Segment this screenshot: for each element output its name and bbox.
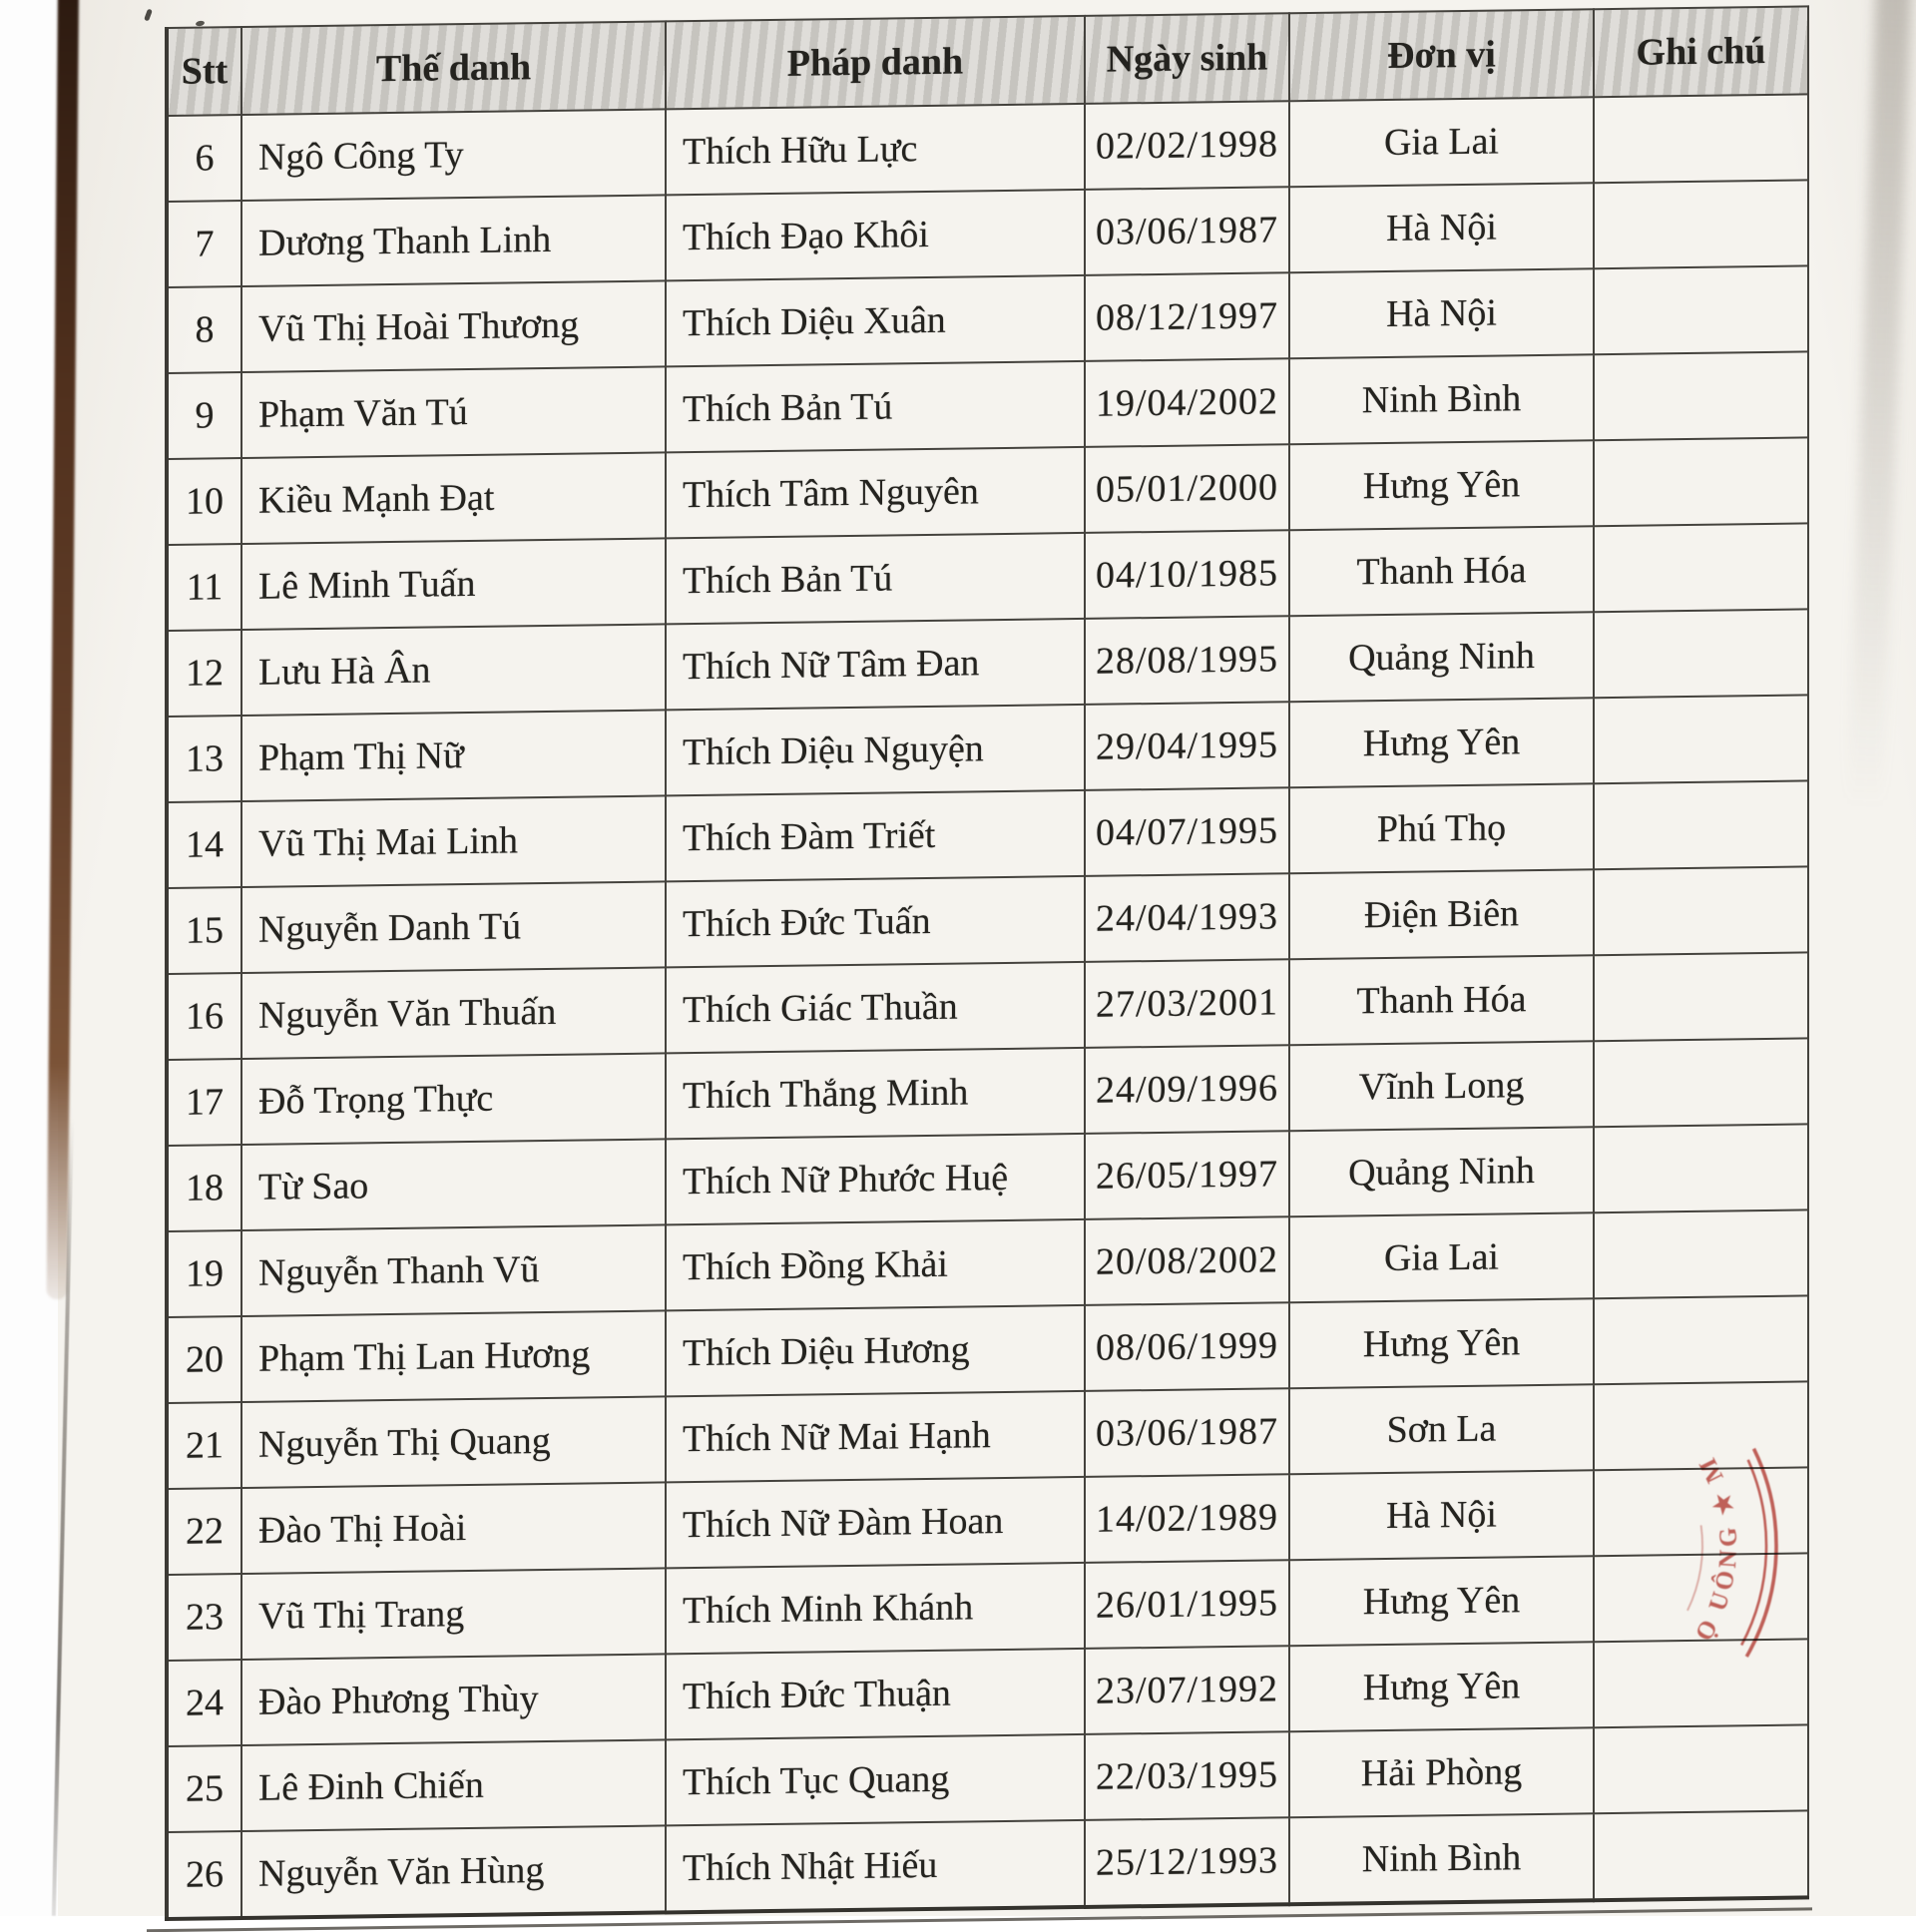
column-header-phap-danh: Pháp danh [666, 16, 1085, 109]
cell-phap-danh: Thích Tục Quang [666, 1734, 1085, 1825]
cell-the-danh: Ngô Công Ty [241, 109, 666, 201]
cell-the-danh: Kiều Mạnh Đạt [241, 452, 666, 544]
cell-ngay-sinh: 26/01/1995 [1085, 1560, 1289, 1649]
cell-phap-danh: Thích Nữ Phước Huệ [666, 1134, 1085, 1224]
cell-phap-danh: Thích Đức Tuấn [666, 876, 1085, 967]
roster-table [165, 5, 1809, 1921]
cell-stt: 12 [167, 630, 241, 717]
column-header-stt: Stt [167, 27, 241, 116]
cell-ghi-chu [1594, 180, 1808, 268]
cell-don-vi: Gia Lai [1289, 97, 1594, 187]
cell-ghi-chu [1594, 1124, 1808, 1212]
cell-the-danh: Nguyễn Thị Quang [241, 1396, 666, 1488]
cell-phap-danh: Thích Bản Tú [666, 533, 1085, 624]
column-header-don-vi: Đơn vị [1289, 9, 1594, 101]
cell-stt: 16 [167, 973, 241, 1060]
cell-the-danh: Phạm Thị Nữ [241, 710, 666, 801]
cell-the-danh: Vũ Thị Trang [241, 1568, 666, 1660]
cell-phap-danh: Thích Bản Tú [666, 361, 1085, 452]
cell-ngay-sinh: 14/02/1989 [1085, 1474, 1289, 1563]
cell-phap-danh: Thích Nữ Đàm Hoan [666, 1477, 1085, 1568]
cell-don-vi: Hà Nội [1289, 183, 1594, 272]
cell-ngay-sinh: 05/01/2000 [1085, 444, 1289, 533]
cell-phap-danh: Thích Nhật Hiếu [666, 1820, 1085, 1912]
cell-phap-danh: Thích Đồng Khải [666, 1219, 1085, 1310]
cell-don-vi: Thanh Hóa [1289, 526, 1594, 616]
cell-ngay-sinh: 19/04/2002 [1085, 358, 1289, 447]
cell-the-danh: Đào Phương Thùy [241, 1654, 666, 1745]
cell-ghi-chu [1594, 952, 1808, 1041]
cell-phap-danh: Thích Đức Thuận [666, 1649, 1085, 1739]
cell-don-vi: Hưng Yên [1289, 440, 1594, 530]
column-header-ghi-chu: Ghi chú [1594, 6, 1808, 97]
column-header-the-danh: Thế danh [241, 21, 666, 115]
cell-stt: 19 [167, 1230, 241, 1317]
cell-stt: 26 [167, 1831, 241, 1919]
stamp-second-ring [1741, 1460, 1766, 1646]
cell-ghi-chu [1594, 523, 1808, 612]
cell-ghi-chu [1594, 780, 1808, 869]
cell-the-danh: Vũ Thị Mai Linh [241, 795, 666, 887]
cell-stt: 13 [167, 716, 241, 802]
cell-don-vi: Hà Nội [1289, 1470, 1594, 1560]
cell-the-danh: Dương Thanh Linh [241, 195, 666, 286]
cell-ngay-sinh: 08/06/1999 [1085, 1302, 1289, 1391]
cell-the-danh: Vũ Thị Hoài Thương [241, 280, 666, 372]
cell-phap-danh: Thích Diệu Hương [666, 1305, 1085, 1396]
cell-stt: 21 [167, 1402, 241, 1489]
cell-stt: 6 [167, 115, 241, 202]
cell-don-vi: Hưng Yên [1289, 1556, 1594, 1646]
cell-don-vi: Phú Thọ [1289, 783, 1594, 873]
cell-don-vi: Quảng Ninh [1289, 1127, 1594, 1216]
cell-don-vi: Sơn La [1289, 1384, 1594, 1474]
cell-ngay-sinh: 25/12/1993 [1085, 1817, 1289, 1907]
cell-phap-danh: Thích Nữ Tâm Đan [666, 619, 1085, 710]
cell-ngay-sinh: 20/08/2002 [1085, 1216, 1289, 1305]
cell-phap-danh: Thích Diệu Xuân [666, 275, 1085, 366]
cell-the-danh: Nguyễn Văn Hùng [241, 1825, 666, 1918]
cell-the-danh: Đào Thị Hoài [241, 1482, 666, 1574]
cell-phap-danh: Thích Nữ Mai Hạnh [666, 1391, 1085, 1482]
cell-phap-danh: Thích Tâm Nguyên [666, 447, 1085, 538]
cell-the-danh: Lưu Hà Ân [241, 624, 666, 716]
cell-the-danh: Nguyễn Thanh Vũ [241, 1224, 666, 1316]
cell-ngay-sinh: 23/07/1992 [1085, 1646, 1289, 1734]
cell-don-vi: Thanh Hóa [1289, 955, 1594, 1045]
cell-the-danh: Lê Minh Tuấn [241, 538, 666, 630]
cell-ngay-sinh: 04/10/1985 [1085, 530, 1289, 619]
cell-ngay-sinh: 26/05/1997 [1085, 1131, 1289, 1219]
cell-ghi-chu [1594, 1810, 1808, 1900]
cell-ngay-sinh: 24/04/1993 [1085, 873, 1289, 962]
cell-the-danh: Nguyễn Danh Tú [241, 881, 666, 973]
cell-stt: 17 [167, 1059, 241, 1146]
cell-don-vi: Hải Phòng [1289, 1727, 1594, 1817]
cell-ngay-sinh: 08/12/1997 [1085, 272, 1289, 361]
cell-stt: 24 [167, 1660, 241, 1746]
cell-phap-danh: Thích Giác Thuần [666, 962, 1085, 1053]
cell-ngay-sinh: 29/04/1995 [1085, 702, 1289, 790]
cell-the-danh: Đỗ Trọng Thực [241, 1053, 666, 1145]
column-header-ngay-sinh: Ngày sinh [1085, 13, 1289, 104]
cell-don-vi: Gia Lai [1289, 1212, 1594, 1302]
cell-ghi-chu [1594, 351, 1808, 440]
cell-phap-danh: Thích Đạo Khôi [666, 190, 1085, 280]
cell-stt: 23 [167, 1574, 241, 1661]
table-body [167, 94, 1808, 1919]
table-sheet [165, 5, 1806, 1921]
cell-stt: 8 [167, 286, 241, 373]
cell-ngay-sinh: 03/06/1987 [1085, 187, 1289, 275]
cell-stt: 14 [167, 801, 241, 888]
cell-don-vi: Ninh Bình [1289, 354, 1594, 444]
cell-the-danh: Phạm Văn Tú [241, 366, 666, 458]
cell-stt: 18 [167, 1145, 241, 1231]
cell-the-danh: Nguyễn Văn Thuấn [241, 967, 666, 1059]
cell-phap-danh: Thích Thắng Minh [666, 1048, 1085, 1139]
cell-phap-danh: Thích Hữu Lực [666, 104, 1085, 195]
red-stamp-fragment [1645, 1421, 1794, 1673]
cell-phap-danh: Thích Diệu Nguyện [666, 705, 1085, 795]
cell-don-vi: Hưng Yên [1289, 1298, 1594, 1388]
stamp-text: Ọ UÔNG ★ M [1689, 1450, 1743, 1646]
cell-stt: 7 [167, 201, 241, 287]
cell-stt: 20 [167, 1316, 241, 1403]
cell-stt: 22 [167, 1488, 241, 1575]
cell-ghi-chu [1594, 1209, 1808, 1298]
cell-ngay-sinh: 27/03/2001 [1085, 959, 1289, 1048]
cell-ghi-chu [1594, 695, 1808, 783]
cell-don-vi: Vĩnh Long [1289, 1041, 1594, 1131]
svg-text:Ọ UÔNG ★ M [1690, 1450, 1742, 1646]
cell-don-vi: Quảng Ninh [1289, 612, 1594, 702]
cell-ngay-sinh: 02/02/1998 [1085, 101, 1289, 190]
cell-stt: 11 [167, 544, 241, 631]
cell-ghi-chu [1594, 866, 1808, 955]
cell-don-vi: Hưng Yên [1289, 1642, 1594, 1731]
cell-phap-danh: Thích Minh Khánh [666, 1563, 1085, 1654]
cell-stt: 10 [167, 458, 241, 545]
cell-the-danh: Từ Sao [241, 1139, 666, 1230]
cell-stt: 25 [167, 1745, 241, 1832]
cell-phap-danh: Thích Đàm Triết [666, 790, 1085, 881]
cell-don-vi: Hưng Yên [1289, 698, 1594, 787]
cell-ngay-sinh: 28/08/1995 [1085, 616, 1289, 705]
cell-ghi-chu [1594, 1724, 1808, 1813]
cell-ghi-chu [1594, 94, 1808, 183]
cell-the-danh: Phạm Thị Lan Hương [241, 1310, 666, 1402]
cell-stt: 15 [167, 887, 241, 974]
stamp-inner-ring [1687, 1525, 1702, 1611]
cell-don-vi: Ninh Bình [1289, 1813, 1594, 1904]
cell-ghi-chu [1594, 1295, 1808, 1384]
cell-ngay-sinh: 22/03/1995 [1085, 1731, 1289, 1820]
cell-don-vi: Điện Biên [1289, 869, 1594, 959]
cell-ngay-sinh: 03/06/1987 [1085, 1388, 1289, 1477]
cell-ghi-chu [1594, 1038, 1808, 1127]
cell-ghi-chu [1594, 437, 1808, 526]
cell-don-vi: Hà Nội [1289, 268, 1594, 358]
cell-ngay-sinh: 04/07/1995 [1085, 787, 1289, 876]
cell-stt: 9 [167, 372, 241, 459]
cell-ghi-chu [1594, 265, 1808, 354]
cell-ngay-sinh: 24/09/1996 [1085, 1045, 1289, 1134]
cell-the-danh: Lê Đinh Chiến [241, 1739, 666, 1831]
cell-ghi-chu [1594, 609, 1808, 698]
